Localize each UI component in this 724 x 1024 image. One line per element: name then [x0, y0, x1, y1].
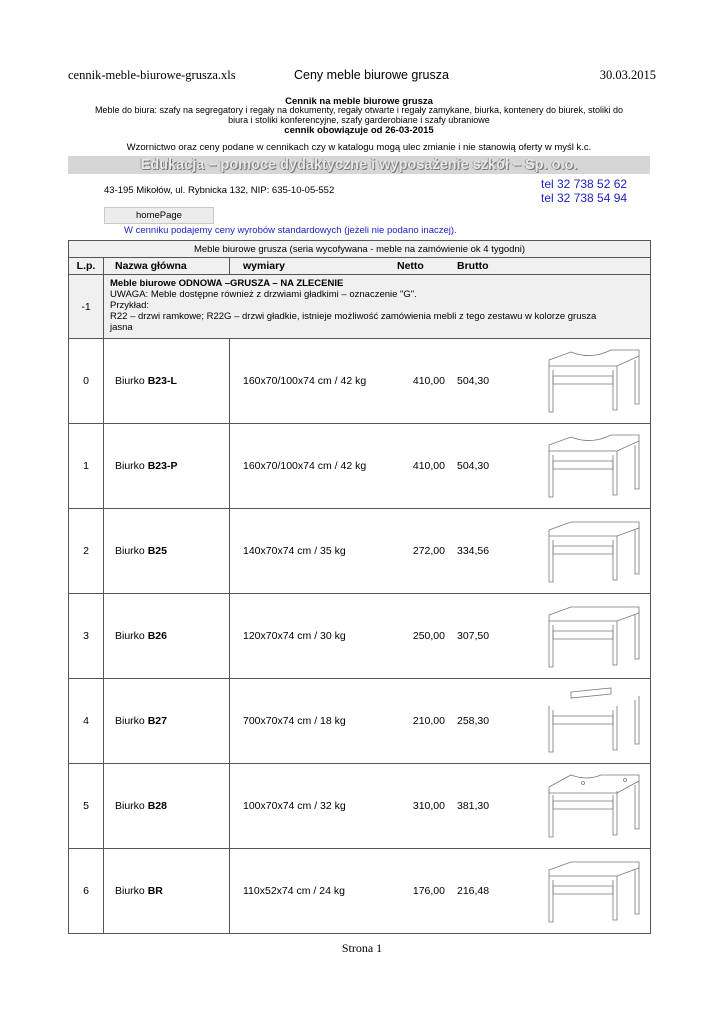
table-caption-row [69, 241, 651, 258]
item-dims: 110x52x74 cm / 24 kg [230, 849, 392, 934]
item-lp: 0 [69, 339, 104, 424]
header-title: Ceny meble biurowe grusza [294, 68, 449, 82]
item-code: B23-P [147, 460, 178, 472]
table-row [69, 764, 651, 849]
desk-small-icon [541, 686, 647, 759]
item-dims: 120x70x74 cm / 30 kg [230, 594, 392, 679]
desk-icon [541, 346, 647, 416]
item-netto: 250,00 [391, 594, 451, 679]
item-dims: 100x70x74 cm / 32 kg [230, 764, 392, 849]
section-note-4: jasna [110, 322, 133, 333]
item-lp: 6 [69, 849, 104, 934]
desk-icon [541, 856, 647, 926]
section-note-2: Przykład: [110, 300, 150, 311]
section-description [104, 275, 651, 339]
intro-desc-line1: Meble do biura: szafy na segregatory i regały na dokumenty, regały otwarte i regały zamykane, biurka, kontenery do biurek, stoliki do [94, 105, 624, 115]
col-header-image [507, 258, 651, 275]
item-lp: 2 [69, 509, 104, 594]
desk-icon [541, 771, 647, 841]
company-address: 43-195 Mikołów, ul. Rybnicka 132, NIP: 635-10-05-552 [104, 185, 335, 196]
item-image-holder [507, 339, 650, 423]
item-image [507, 764, 651, 849]
item-dims: 700x70x74 cm / 18 kg [230, 679, 392, 764]
item-name [104, 339, 230, 424]
section-note-1: UWAGA: Meble dostępne również z drzwiami gładkimi – oznaczenie "G". [110, 289, 417, 300]
intro-heading: Cennik na meble biurowe grusza [285, 96, 433, 107]
item-brutto: 216,48 [451, 849, 507, 934]
item-netto: 176,00 [391, 849, 451, 934]
item-code: B28 [147, 800, 167, 812]
item-image [507, 424, 651, 509]
item-name [104, 509, 230, 594]
item-name [104, 679, 230, 764]
company-tel-1[interactable]: tel 32 738 52 62 [541, 177, 628, 191]
col-header-brutto: Brutto [451, 258, 507, 275]
item-image [507, 679, 651, 764]
item-name [104, 424, 230, 509]
desk-straight-icon [541, 856, 647, 929]
item-name [104, 764, 230, 849]
item-image-holder [507, 594, 650, 678]
item-image-holder [507, 679, 650, 763]
desk-curved-right-icon [541, 431, 647, 504]
item-name-prefix: Biurko [115, 800, 148, 812]
item-name-prefix: Biurko [115, 545, 148, 557]
item-image [507, 509, 651, 594]
item-name-prefix: Biurko [115, 715, 148, 727]
item-netto: 410,00 [391, 424, 451, 509]
item-code: B27 [147, 715, 167, 727]
item-image [507, 594, 651, 679]
price-note: W cenniku podajemy ceny wyrobów standardowych (jeżeli nie podano inaczej). [124, 225, 457, 236]
item-netto: 410,00 [391, 339, 451, 424]
item-brutto: 334,56 [451, 509, 507, 594]
company-tel-2[interactable]: tel 32 738 54 94 [541, 191, 628, 205]
item-lp: 3 [69, 594, 104, 679]
intro-valid-date: cennik obowiązuje od 26-03-2015 [284, 125, 434, 136]
desk-curved-left-icon [541, 346, 647, 419]
item-dims: 160x70/100x74 cm / 42 kg [230, 339, 392, 424]
col-header-lp: L.p. [69, 258, 104, 275]
header-date: 30.03.2015 [599, 68, 656, 82]
table-row [69, 424, 651, 509]
item-code: B23-L [147, 375, 177, 387]
item-brutto: 504,30 [451, 339, 507, 424]
item-image [507, 339, 651, 424]
table-caption: Meble biurowe grusza (seria wycofywana - meble na zamówienie ok 4 tygodni) [69, 241, 651, 258]
table-row [69, 594, 651, 679]
item-name [104, 849, 230, 934]
item-image-holder [507, 509, 650, 593]
table-row [69, 339, 651, 424]
item-name-prefix: Biurko [115, 375, 148, 387]
section-title: Meble biurowe ODNOWA –GRUSZA – NA ZLECENIE [110, 278, 344, 289]
item-lp: 5 [69, 764, 104, 849]
item-code: BR [147, 885, 163, 897]
item-name-prefix: Biurko [115, 460, 148, 472]
item-brutto: 258,30 [451, 679, 507, 764]
item-name-prefix: Biurko [115, 630, 148, 642]
table-row [69, 849, 651, 934]
page-number: Strona 1 [341, 941, 383, 955]
item-netto: 310,00 [391, 764, 451, 849]
desk-icon [541, 516, 647, 586]
desk-icon [541, 431, 647, 501]
item-brutto: 381,30 [451, 764, 507, 849]
col-header-netto: Netto [391, 258, 451, 275]
item-dims: 140x70x74 cm / 35 kg [230, 509, 392, 594]
intro-desc-line2: biura i stoliki konferencyjne, szafy garderobiane i szafy ubraniowe [228, 115, 490, 125]
price-table [68, 240, 651, 934]
item-code: B26 [147, 630, 167, 642]
item-name-prefix: Biurko [115, 885, 148, 897]
item-image-holder [507, 849, 650, 933]
table-row [69, 509, 651, 594]
header-filename: cennik-meble-biurowe-grusza.xls [68, 68, 236, 82]
desk-straight-icon [541, 601, 647, 674]
col-header-dims: wymiary [230, 258, 392, 275]
item-image-holder [507, 764, 650, 848]
item-lp: 4 [69, 679, 104, 764]
item-code: B25 [147, 545, 167, 557]
item-dims: 160x70/100x74 cm / 42 kg [230, 424, 392, 509]
item-netto: 210,00 [391, 679, 451, 764]
item-netto: 272,00 [391, 509, 451, 594]
homepage-button[interactable]: homePage [104, 207, 214, 224]
item-lp: 1 [69, 424, 104, 509]
item-image [507, 849, 651, 934]
desk-straight-icon [541, 516, 647, 589]
company-banner: Edukacja – pomoce dydaktyczne i wyposażenie szkół – Sp. o.o. [68, 156, 650, 174]
item-brutto: 307,50 [451, 594, 507, 679]
item-name [104, 594, 230, 679]
desk-corner-cutout-icon [541, 771, 647, 844]
table-row [69, 679, 651, 764]
item-brutto: 504,30 [451, 424, 507, 509]
intro-disclaimer: Wzornictwo oraz ceny podane w cennikach czy w katalogu mogą ulec zmianie i nie stanowią oferty w myśl k.c. [126, 142, 592, 153]
section-lp: -1 [69, 275, 104, 339]
desk-icon [541, 686, 647, 756]
section-row [69, 275, 651, 339]
item-image-holder [507, 424, 650, 508]
desk-icon [541, 601, 647, 671]
table-header-row [69, 258, 651, 275]
col-header-name: Nazwa główna [104, 258, 230, 275]
section-note-3: R22 – drzwi ramkowe; R22G – drzwi gładkie, istnieje możliwość zamówienia mebli z tego zestawu w kolorze grusza [110, 311, 597, 322]
